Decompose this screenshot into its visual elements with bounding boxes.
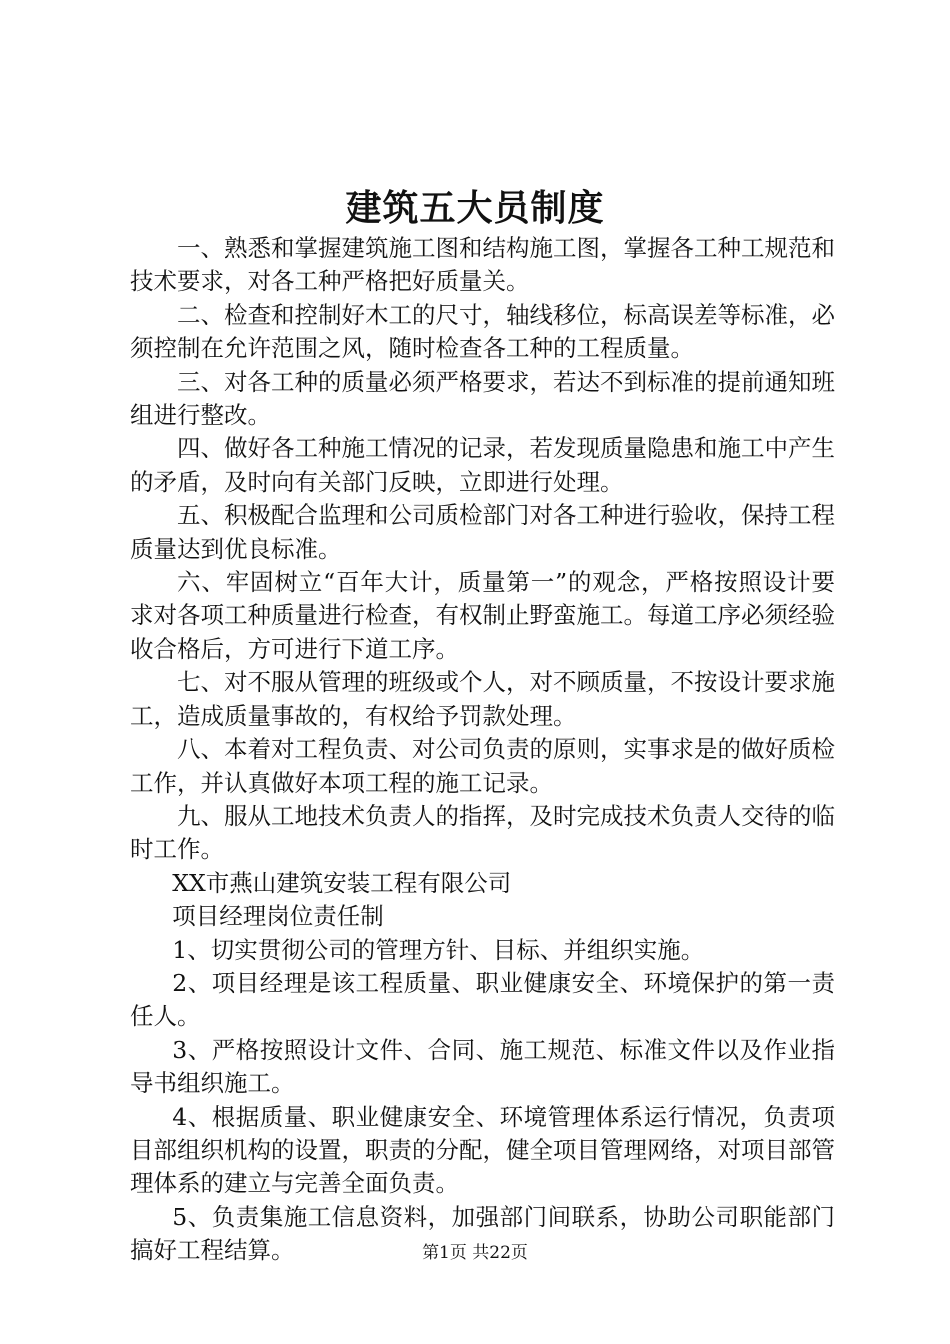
paragraph: 七、对不服从管理的班级或个人，对不顾质量，不按设计要求施工，造成质量事故的，有权给予罚款处理。 — [130, 668, 835, 730]
section-heading: 项目经理岗位责任制 — [172, 902, 384, 931]
document-title: 建筑五大员制度 — [345, 187, 605, 229]
paragraph: 2、项目经理是该工程质量、职业健康安全、环境保护的第一责任人。 — [130, 968, 835, 1031]
paragraph: 一、熟悉和掌握建筑施工图和结构施工图，掌握各工种工规范和技术要求，对各工种严格把好质量关。 — [130, 234, 835, 296]
paragraph: 5、负责集施工信息资料，加强部门间联系，协助公司职能部门搞好工程结算。 — [130, 1202, 835, 1265]
paragraph: 五、积极配合监理和公司质检部门对各工种进行验收，保持工程质量达到优良标准。 — [130, 501, 835, 563]
paragraph: 六、牢固树立“百年大计，质量第一”的观念，严格按照设计要求对各项工种质量进行检查，有权制止野蛮施工。每道工序必须经验收合格后，方可进行下道工序。 — [130, 568, 835, 663]
company-name: XX市燕山建筑安装工程有限公司 — [172, 868, 512, 897]
paragraph: 1、切实贯彻公司的管理方针、目标、并组织实施。 — [172, 935, 705, 964]
paragraph: 4、根据质量、职业健康安全、环境管理体系运行情况，负责项目部组织机构的设置，职责的分配，健全项目管理网络，对项目部管理体系的建立与完善全面负责。 — [130, 1102, 835, 1198]
document-body — [130, 232, 835, 1268]
paragraph: 三、对各工种的质量必须严格要求，若达不到标准的提前通知班组进行整改。 — [130, 367, 835, 430]
paragraph: 四、做好各工种施工情况的记录，若发现质量隐患和施工中产生的矛盾，及时向有关部门反映，立即进行处理。 — [130, 434, 835, 496]
paragraph: 二、检查和控制好木工的尺寸，轴线移位，标高误差等标准，必须控制在允许范围之风，随时检查各工种的工程质量。 — [130, 300, 835, 363]
page-footer: 第1页 共22页 — [422, 1243, 528, 1263]
paragraph: 九、服从工地技术负责人的指挥，及时完成技术负责人交待的临时工作。 — [130, 801, 835, 864]
paragraph: 八、本着对工程负责、对公司负责的原则，实事求是的做好质检工作，并认真做好本项工程的施工记录。 — [130, 735, 835, 797]
paragraph: 3、严格按照设计文件、合同、施工规范、标准文件以及作业指导书组织施工。 — [130, 1035, 835, 1098]
